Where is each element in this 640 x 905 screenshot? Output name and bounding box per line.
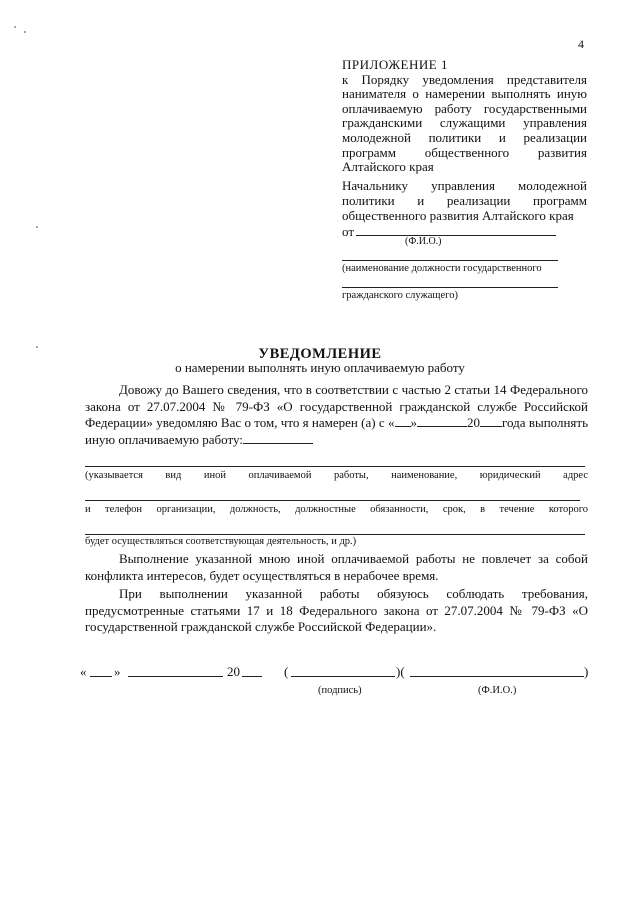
work-caption-1: (указывается вид иной оплачиваемой работы, наименование, юридический адрес [85,470,588,481]
from-row [342,224,556,240]
signature-line[interactable] [291,665,395,677]
sig-year-line[interactable] [242,665,262,677]
notice-title: УВЕДОМЛЕНИЕ [258,346,382,362]
sig-paren-close: ) [584,664,589,679]
scan-speck [24,31,26,33]
notice-paragraph-1 [85,382,588,448]
notice-paragraph-2: Выполнение указанной мною иной оплачиваемой работы не повлечет за собой конфликта интересов, будет осуществляться в нерабочее время. [85,551,588,583]
sig-quote-close: » [114,664,121,679]
scan-speck [36,226,38,228]
para1-text: Довожу до Вашего сведения, что в соответствии с частью 2 статьи 14 Федерального закона от 27.07.2004 № 79-ФЗ «О государственной гражданской службе Российской Федерации» уведомляю Вас о том, что я намерен (а) с [85,382,588,430]
sig-paren-open: ( [284,664,289,679]
notice-subtitle: о намерении выполнять иную оплачиваемую работу [175,360,465,375]
from-label: от [342,224,355,239]
fio-input-line[interactable] [356,224,556,236]
page-number: 4 [578,37,584,51]
date-close-quote: » [410,415,417,430]
work-description-line-2[interactable] [85,500,580,501]
scan-speck [14,26,16,28]
notice-paragraph-3: При выполнении указанной работы обязуюсь соблюдать требования, предусмотренные статьями 17 и 18 Федерального закона от 27.07.2004 № 79-ФЗ «О государственной гражданской службе Российской Федерации». [85,586,588,634]
work-input-line[interactable] [243,432,313,444]
para1-end: года выполнять иную оплачиваемую работу: [85,415,589,447]
sig-paren-mid: )( [396,664,405,679]
signature-row [80,664,590,684]
appendix-title: ПРИЛОЖЕНИЕ 1 [342,57,448,72]
sig-day-line[interactable] [90,665,112,677]
sig-month-line[interactable] [128,665,223,677]
sig-quote-open: « [80,664,87,679]
work-caption-2: и телефон организации, должность, должностные обязанности, срок, в течение которого [85,504,588,515]
signature-caption: (подпись) [318,685,362,696]
position-input-line[interactable] [342,260,558,261]
addressee-text: Начальнику управления молодежной политики и реализации программ общественного развития Алтайского края [342,178,587,223]
sig-fio-caption: (Ф.И.О.) [478,685,517,696]
month-input-line[interactable] [417,415,467,427]
appendix-body: к Порядку уведомления представителя нанимателя о намерении выполнять иную оплачиваемую работу государственными гражданскими служащими управления молодежной политики и реализации программ общественного развития Алтайского края [342,71,587,175]
work-description-line-1[interactable] [85,466,585,467]
fio-caption: (Ф.И.О.) [405,236,442,247]
day-input-line[interactable] [395,415,411,427]
position-caption-2: гражданского служащего) [342,290,458,301]
year-input-line[interactable] [480,415,502,427]
date-open-quote: « [388,415,395,430]
position-input-line-2[interactable] [342,287,558,288]
sig-fio-line[interactable] [410,665,584,677]
work-caption-3: будет осуществляться соответствующая деятельность, и др.) [85,536,357,547]
work-description-line-3[interactable] [85,534,585,535]
position-caption-1: (наименование должности государственного [342,263,542,274]
sig-year-prefix: 20 [227,664,240,679]
year-prefix: 20 [467,415,480,430]
appendix-block [342,58,587,175]
